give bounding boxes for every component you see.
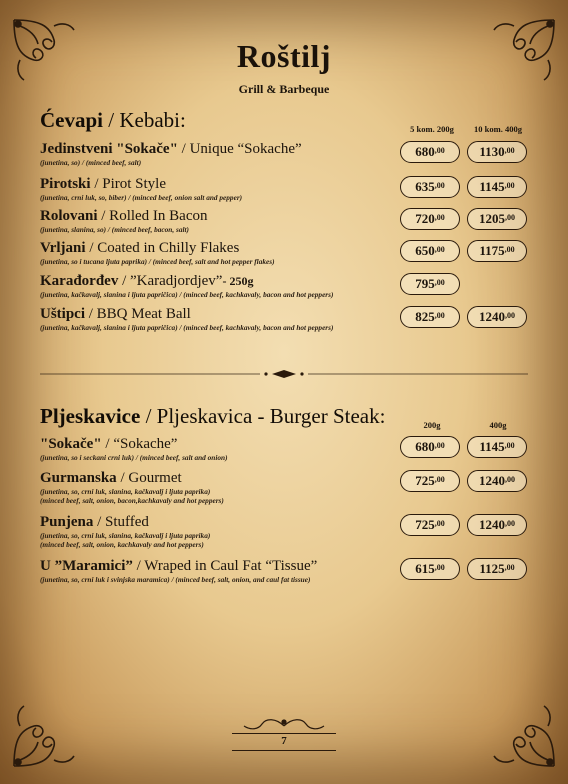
item-name-local: "Sokače" — [40, 436, 102, 452]
item-name-english: / ”Karadjordjev” — [118, 273, 223, 289]
menu-item — [40, 208, 390, 234]
price-badge — [400, 306, 460, 328]
item-name — [40, 514, 390, 531]
item-name-local: Pirotski — [40, 176, 91, 192]
menu-item — [40, 240, 390, 266]
price-badge — [400, 470, 460, 492]
price-badge — [400, 436, 460, 458]
menu-item — [40, 306, 390, 332]
price-value: 1145 — [479, 439, 505, 454]
price-badge — [467, 436, 527, 458]
price-value: 615 — [415, 561, 435, 576]
menu-item — [40, 514, 390, 549]
price-value: 680 — [415, 144, 435, 159]
item-name-local: Uštipci — [40, 306, 85, 322]
item-name — [40, 273, 390, 290]
price-value: 1240 — [479, 309, 505, 324]
item-name-english: / Pirot Style — [90, 176, 166, 192]
item-ingredients: (junetina, kačkavalj, slanina i ljuta papričica) / (minced beef, kachkavaly, bacon and hot peppers) — [40, 290, 334, 299]
price-decimal: ,00 — [504, 245, 515, 254]
item-name-local: Karađorđev — [40, 273, 119, 289]
price-badge — [400, 240, 460, 262]
price-value: 650 — [415, 243, 435, 258]
price-badge — [467, 558, 527, 580]
menu-item — [40, 558, 390, 584]
item-name-local: Jedinstveni "Sokače" — [40, 141, 178, 157]
item-name-english: / “Sokache” — [101, 436, 178, 452]
price-decimal: ,00 — [504, 181, 515, 190]
item-name-local: Rolovani — [40, 208, 98, 224]
price-decimal: ,00 — [504, 563, 515, 572]
price-value: 725 — [415, 473, 435, 488]
price-value: 795 — [415, 276, 435, 291]
item-ingredients: (junetina, so, crni luk i svinjska maramica) / (minced beef, salt, onion, and caul fat tissue) — [40, 575, 311, 584]
price-value: 1175 — [479, 243, 505, 258]
column-header-small-portion: 200g — [423, 420, 441, 430]
item-name — [40, 208, 390, 225]
section-heading-bold: Pljeskavice — [40, 404, 141, 428]
section-heading-rest: / Pljeskavica - Burger Steak: — [140, 404, 386, 428]
price-decimal: ,00 — [434, 245, 445, 254]
price-decimal: ,00 — [504, 441, 515, 450]
price-value: 1130 — [479, 144, 505, 159]
price-decimal: ,00 — [505, 311, 515, 320]
footer-rule — [232, 750, 336, 751]
price-badge — [467, 514, 527, 536]
price-value: 720 — [415, 211, 435, 226]
item-name-local: Gurmanska — [40, 470, 117, 486]
item-ingredients: (minced beef, salt, onion, kachkavaly and hot peppers) — [40, 540, 204, 549]
price-badge — [467, 141, 527, 163]
item-ingredients: (minced beef, salt, onion, bacon,kachkavaly and hot peppers) — [40, 496, 224, 505]
item-ingredients: (junetina, kačkavalj, slanina i ljuta papričica) / (minced beef, kachkavaly, bacon and hot peppers) — [40, 323, 334, 332]
price-decimal: ,00 — [434, 311, 445, 320]
price-value: 1145 — [479, 179, 505, 194]
item-name-local: Vrljani — [40, 240, 86, 256]
menu-item — [40, 273, 390, 299]
section-heading-pljeskavice — [40, 404, 385, 429]
price-decimal: ,00 — [505, 213, 515, 222]
price-value: 680 — [415, 439, 435, 454]
price-value: 1240 — [479, 517, 505, 532]
section-heading-rest: / Kebabi: — [103, 108, 186, 132]
item-name-local: U ”Maramici” — [40, 558, 133, 574]
price-badge — [467, 240, 527, 262]
item-ingredients: (junetina, crni luk, so, biber) / (minced beef, onion salt and pepper) — [40, 193, 243, 202]
item-name-english: / BBQ Meat Ball — [85, 306, 191, 322]
item-name-english: / Unique “Sokache” — [177, 141, 302, 157]
price-badge — [400, 273, 460, 295]
price-badge — [400, 558, 460, 580]
item-name — [40, 470, 390, 487]
price-decimal: ,00 — [505, 475, 515, 484]
column-header-large-portion: 400g — [489, 420, 507, 430]
price-value: 1240 — [479, 473, 505, 488]
price-decimal: ,00 — [434, 563, 445, 572]
item-name-local: Punjena — [40, 514, 94, 530]
footer-rule — [232, 733, 336, 734]
price-value: 1125 — [479, 561, 505, 576]
column-header-large-portion: 10 kom. 400g — [474, 124, 522, 134]
item-name-weight: - 250g — [222, 274, 254, 288]
item-name — [40, 176, 390, 193]
section-divider — [40, 365, 528, 373]
item-name — [40, 306, 390, 323]
price-decimal: ,00 — [505, 519, 515, 528]
item-name-english: / Coated in Chilly Flakes — [85, 240, 240, 256]
item-ingredients: (junetina, so i seckani crni luk) / (minced beef, salt and onion) — [40, 453, 228, 462]
price-badge — [467, 470, 527, 492]
section-heading-cevapi — [40, 108, 186, 133]
price-badge — [467, 176, 527, 198]
price-value: 1205 — [479, 211, 505, 226]
item-ingredients: (junetina, so) / (minced beef, salt) — [40, 158, 142, 167]
price-badge — [400, 176, 460, 198]
menu-item — [40, 470, 390, 505]
section-heading-bold: Ćevapi — [40, 108, 103, 132]
price-decimal: ,00 — [434, 146, 445, 155]
page-subtitle: Grill & Barbeque — [238, 82, 330, 96]
price-decimal: ,00 — [434, 181, 445, 190]
price-decimal: ,00 — [504, 146, 515, 155]
price-value: 725 — [415, 517, 435, 532]
price-badge — [400, 514, 460, 536]
column-header-small-portion: 5 kom. 200g — [410, 124, 454, 134]
item-name-english: / Rolled In Bacon — [97, 208, 208, 224]
menu-item — [40, 141, 390, 167]
item-name — [40, 436, 390, 453]
price-decimal: ,00 — [434, 441, 445, 450]
price-badge — [400, 141, 460, 163]
price-value: 635 — [415, 179, 435, 194]
item-ingredients: (junetina, so, crni luk, slanina, kačkavalj i ljuta paprika) — [40, 531, 211, 540]
item-ingredients: (junetina, so i tucana ljuta paprika) / (minced beef, salt and hot pepper flakes) — [40, 257, 275, 266]
page-title: Roštilj — [236, 38, 332, 74]
menu-item — [40, 176, 390, 202]
item-name-english: / Gourmet — [116, 470, 182, 486]
item-name — [40, 240, 390, 257]
price-decimal: ,00 — [434, 278, 445, 287]
item-name — [40, 558, 390, 575]
item-name-english: / Stuffed — [93, 514, 149, 530]
price-badge — [467, 208, 527, 230]
price-decimal: ,00 — [434, 475, 445, 484]
price-badge — [400, 208, 460, 230]
item-ingredients: (junetina, slanina, so) / (minced beef, bacon, salt) — [40, 225, 189, 234]
price-decimal: ,00 — [434, 213, 445, 222]
price-decimal: ,00 — [434, 519, 445, 528]
item-ingredients: (junetina, so, crni luk, slanina, kačkavalj i ljuta paprika) — [40, 487, 211, 496]
price-badge — [467, 306, 527, 328]
item-name — [40, 141, 390, 158]
menu-item — [40, 436, 390, 462]
price-value: 825 — [415, 309, 435, 324]
item-name-english: / Wraped in Caul Fat “Tissue” — [132, 558, 318, 574]
page-number: 7 — [281, 735, 287, 747]
